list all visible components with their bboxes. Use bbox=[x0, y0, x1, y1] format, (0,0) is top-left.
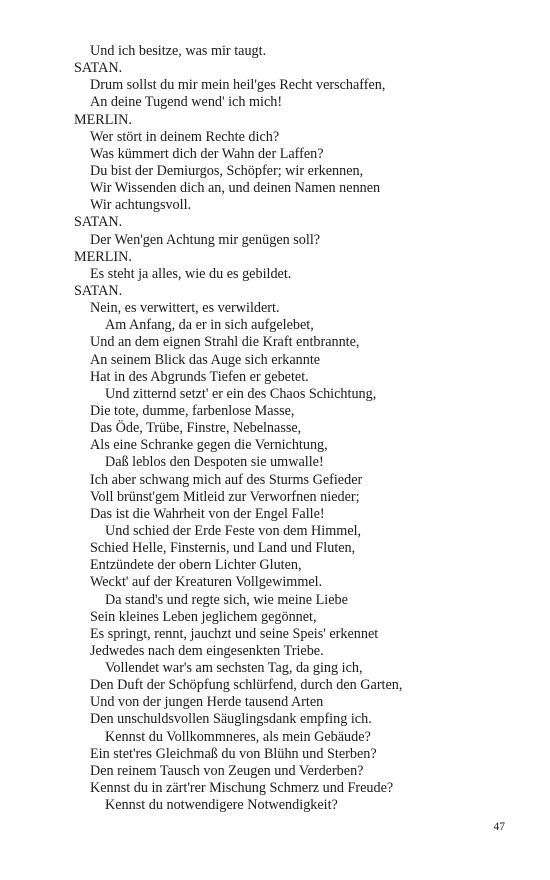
speaker-name: MERLIN. bbox=[74, 111, 132, 128]
verse-line: Und zitternd setzt' er ein des Chaos Schichtung, bbox=[105, 385, 377, 402]
verse-line: Vollendet war's am sechsten Tag, da ging ich, bbox=[105, 660, 363, 677]
verse-line: Die tote, dumme, farbenlose Masse, bbox=[90, 402, 295, 419]
page-number: 47 bbox=[493, 821, 505, 833]
verse-line: Ich aber schwang mich auf des Sturms Gefieder bbox=[90, 471, 363, 488]
verse-line: Du bist der Demiurgos, Schöpfer; wir erkennen, bbox=[90, 162, 364, 179]
verse-line: Voll brünst'gem Mitleid zur Verworfnen nieder; bbox=[90, 488, 360, 505]
verse-line: Es springt, rennt, jauchzt und seine Speis' erkennet bbox=[90, 625, 379, 642]
verse-line: Ein stet'res Gleichmaß du von Blühn und Sterben? bbox=[90, 745, 377, 762]
verse-line: Drum sollst du mir mein heil'ges Recht verschaffen, bbox=[90, 77, 386, 94]
verse-line: Wir achtungsvoll. bbox=[90, 197, 192, 214]
verse-line: Was kümmert dich der Wahn der Laffen? bbox=[90, 145, 324, 162]
verse-line: Da stand's und regte sich, wie meine Liebe bbox=[105, 591, 348, 608]
verse-line: Der Wen'gen Achtung mir genügen soll? bbox=[90, 231, 321, 248]
verse-line: Weckt' auf der Kreaturen Vollgewimmel. bbox=[90, 574, 323, 591]
verse-line: An deine Tugend wend' ich mich! bbox=[90, 94, 283, 111]
verse-line: Und ich besitze, was mir taugt. bbox=[90, 43, 267, 59]
verse-line: Das Öde, Trübe, Finstre, Nebelnasse, bbox=[90, 420, 302, 437]
verse-line: Und an dem eignen Strahl die Kraft entbrannte, bbox=[90, 334, 360, 351]
verse-line: Schied Helle, Finsternis, und Land und Fluten, bbox=[90, 540, 356, 557]
verse-line: Als eine Schranke gegen die Vernichtung, bbox=[90, 437, 328, 454]
verse-line: Sein kleines Leben jeglichem gegönnet, bbox=[90, 608, 317, 625]
verse-line: Am Anfang, da er in sich aufgelebet, bbox=[105, 317, 314, 334]
verse-text bbox=[74, 43, 514, 814]
speaker-name: SATAN. bbox=[74, 282, 123, 299]
verse-line: Jedwedes nach dem eingesenkten Triebe. bbox=[90, 642, 324, 659]
verse-line: Und von der jungen Herde tausend Arten bbox=[90, 694, 324, 711]
verse-line: Entzündete der obern Lichter Gluten, bbox=[90, 557, 302, 574]
verse-line: Den reinem Tausch von Zeugen und Verderben? bbox=[90, 762, 364, 779]
verse-line: Den unschuldsvollen Säuglingsdank empfing ich. bbox=[90, 711, 372, 728]
verse-line: Wer stört in deinem Rechte dich? bbox=[90, 128, 280, 145]
verse-line: Kennst du notwendigere Notwendigkeit? bbox=[105, 797, 338, 814]
verse-line: Nein, es verwittert, es verwildert. bbox=[90, 300, 280, 317]
verse-line: Hat in des Abgrunds Tiefen er gebetet. bbox=[90, 368, 309, 385]
verse-line: Es steht ja alles, wie du es gebildet. bbox=[90, 265, 292, 282]
speaker-name: MERLIN. bbox=[74, 248, 132, 265]
verse-line: Kennst du in zärt'rer Mischung Schmerz und Freude? bbox=[90, 780, 394, 797]
verse-line: Und schied der Erde Feste von dem Himmel, bbox=[105, 522, 362, 539]
verse-line: Den Duft der Schöpfung schlürfend, durch den Garten, bbox=[90, 677, 403, 694]
verse-line: Kennst du Vollkommneres, als mein Gebäude? bbox=[105, 728, 371, 745]
verse-line: Wir Wissenden dich an, und deinen Namen nennen bbox=[90, 180, 381, 197]
verse-line: An seinem Blick das Auge sich erkannte bbox=[90, 351, 321, 368]
speaker-name: SATAN. bbox=[74, 214, 123, 231]
verse-line: Das ist die Wahrheit von der Engel Falle! bbox=[90, 505, 325, 522]
speaker-name: SATAN. bbox=[74, 60, 123, 77]
verse-line: Daß leblos den Despoten sie umwalle! bbox=[105, 454, 324, 471]
